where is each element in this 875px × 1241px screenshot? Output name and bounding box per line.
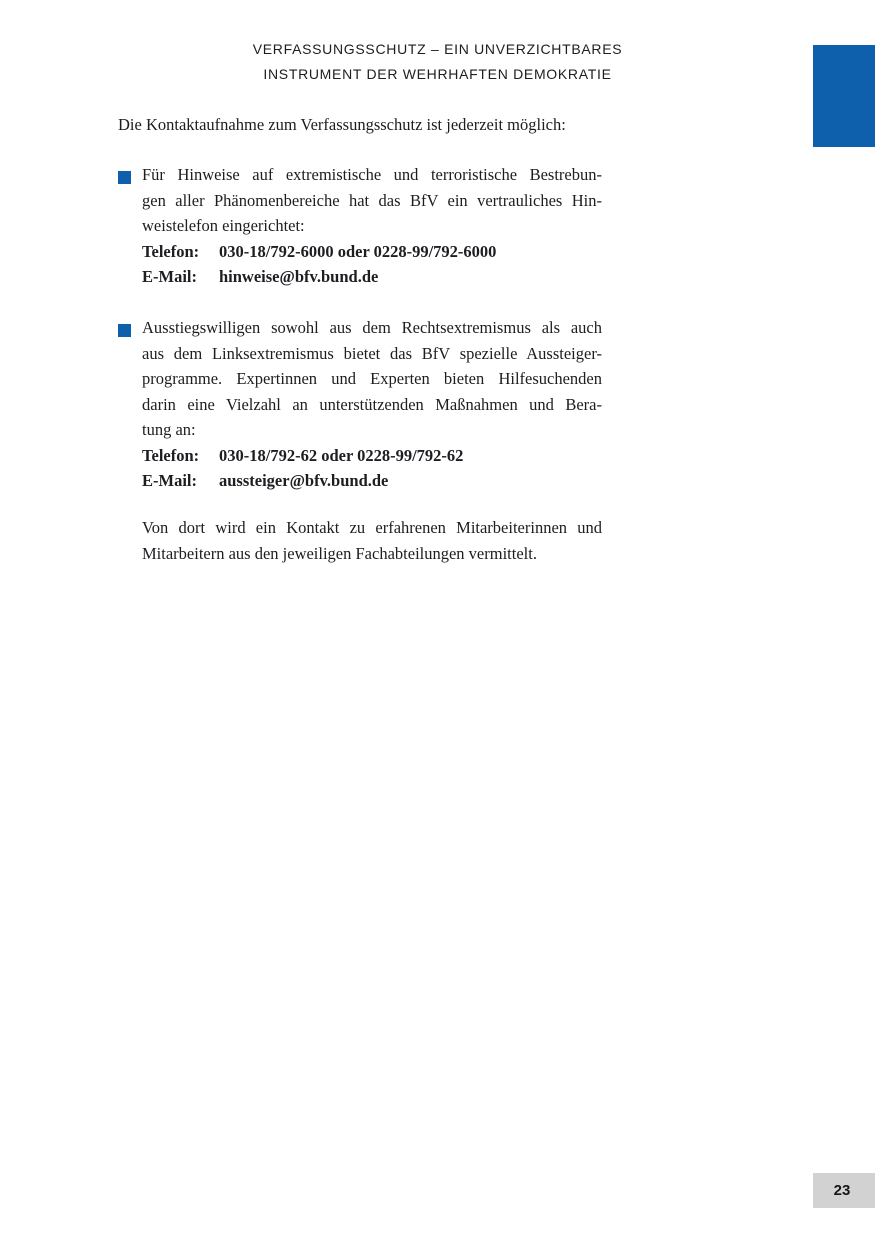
contact-row-telefon xyxy=(142,443,602,469)
bullet-item-aussteigerprogramme xyxy=(118,315,602,494)
bullet-text-line: tung an: xyxy=(142,420,196,439)
bullet-text-line: programme. Expertinnen und Experten bieten Hilfesuchenden xyxy=(142,369,602,388)
contact-email-value: hinweise@bfv.bund.de xyxy=(219,267,379,286)
page-number: 23 xyxy=(833,1182,851,1199)
bullet-text-line: Für Hinweise auf extremistische und terroristische Bestrebun- xyxy=(142,165,602,184)
bullet-text xyxy=(142,162,602,290)
bullet-text xyxy=(142,315,602,494)
bullet-item-hinweistelefon xyxy=(118,162,602,290)
chapter-tab-marker xyxy=(813,45,875,147)
page-header-line1: VERFASSUNGSSCHUTZ – EIN UNVERZICHTBARES xyxy=(252,41,623,57)
contact-email-value: aussteiger@bfv.bund.de xyxy=(219,471,389,490)
page-header xyxy=(0,37,875,87)
contact-row-email xyxy=(142,468,602,494)
bullet-text-line: Ausstiegswilligen sowohl aus dem Rechtsextremismus als auch xyxy=(142,318,602,337)
intro-text: Die Kontaktaufnahme zum Verfassungsschutz ist jederzeit möglich: xyxy=(118,115,566,134)
closing-paragraph xyxy=(142,515,602,566)
page-header-line2: INSTRUMENT DER WEHRHAFTEN DEMOKRATIE xyxy=(263,66,612,82)
bullet-square-icon xyxy=(118,171,131,184)
contact-phone-value: 030-18/792-62 oder 0228-99/792-62 xyxy=(219,445,464,465)
bullet-text-line: darin eine Vielzahl an unterstützenden Maßnahmen und Bera- xyxy=(142,394,602,414)
closing-text-line: Mitarbeitern aus den jeweiligen Fachabteilungen vermittelt. xyxy=(142,543,537,563)
closing-text-line: Von dort wird ein Kontakt zu erfahrenen Mitarbeiterinnen und xyxy=(142,518,602,537)
bullet-square-icon xyxy=(118,324,131,337)
contact-row-email xyxy=(142,264,602,290)
contact-label: Telefon: xyxy=(142,241,200,261)
contact-phone-value: 030-18/792-6000 oder 0228-99/792-6000 xyxy=(219,241,497,261)
contact-row-telefon xyxy=(142,239,602,265)
contact-label: E-Mail: xyxy=(142,471,197,490)
bullet-text-line: weistelefon eingerichtet: xyxy=(142,216,305,235)
page-number-tab xyxy=(813,1173,875,1208)
contact-label: Telefon: xyxy=(142,445,200,465)
contact-label: E-Mail: xyxy=(142,267,197,286)
bullet-text-line: aus dem Linksextremismus bietet das BfV spezielle Aussteiger- xyxy=(142,343,602,363)
bullet-text-line: gen aller Phänomenbereiche hat das BfV ein vertrauliches Hin- xyxy=(142,190,602,210)
